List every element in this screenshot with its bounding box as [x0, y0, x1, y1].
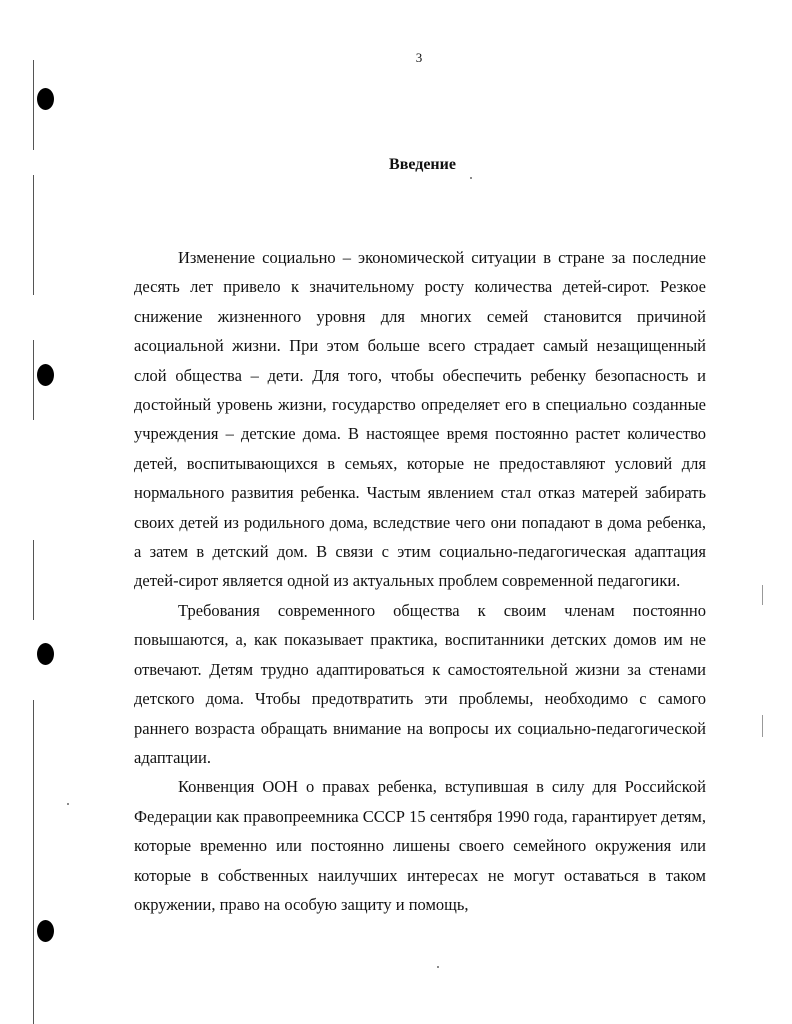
scan-speck	[470, 177, 472, 179]
section-heading: Введение	[389, 156, 456, 173]
scan-speck	[67, 803, 69, 805]
paragraph: Конвенция ООН о правах ребенка, вступившая в силу для Российской Федерации как правопреемника СССР 15 сентября 1990 года, гарантирует детям, которые временно или постоянно лишены своего семейного окружения или которые в собственных наилучших интересах не могут оставаться в таком окружении, право на особую защиту и помощь,	[134, 777, 706, 914]
scan-edge-line	[762, 585, 763, 605]
body-text	[134, 243, 706, 919]
scan-margin-line	[33, 175, 34, 295]
scan-speck	[437, 966, 439, 968]
paragraph: Изменение социально – экономической ситуации в стране за последние десять лет привело к значительному росту количества детей-сирот. Резкое снижение жизненного уровня для многих семей становится причиной асоциальной жизни. При этом больше всего страдает самый незащищенный слой общества – дети. Для того, чтобы обеспечить ребенку безопасность и достойный уровень жизни, государство определяет его в специально созданные учреждения – детские дома. В настоящее время постоянно растет количество детей, воспитывающихся в семьях, которые не предоставляют условий для нормального развития ребенка. Частым явлением стал отказ матерей забирать своих детей из родильного дома, вследствие чего они попадают в дома ребенка, а затем в детский дом. В связи с этим социально-педагогическая адаптация детей-сирот является одной из актуальных проблем современной педагогики.	[134, 248, 706, 591]
scan-margin-line	[33, 700, 34, 1024]
scan-margin-line	[33, 540, 34, 620]
page-number: 3	[415, 50, 423, 65]
binder-hole	[37, 364, 54, 386]
binder-hole	[37, 643, 54, 665]
scan-margin-line	[33, 60, 34, 150]
binder-hole	[37, 88, 54, 110]
binder-hole	[37, 920, 54, 942]
scan-edge-line	[762, 715, 763, 737]
paragraph: Требования современного общества к своим членам постоянно повышаются, а, как показывает практика, воспитанники детских домов им не отвечают. Детям трудно адаптироваться к самостоятельной жизни за стенами детского дома. Чтобы предотвратить эти проблемы, необходимо с самого раннего возраста обращать внимание на вопросы их социально-педагогической адаптации.	[134, 600, 706, 767]
scan-margin-line	[33, 340, 34, 420]
